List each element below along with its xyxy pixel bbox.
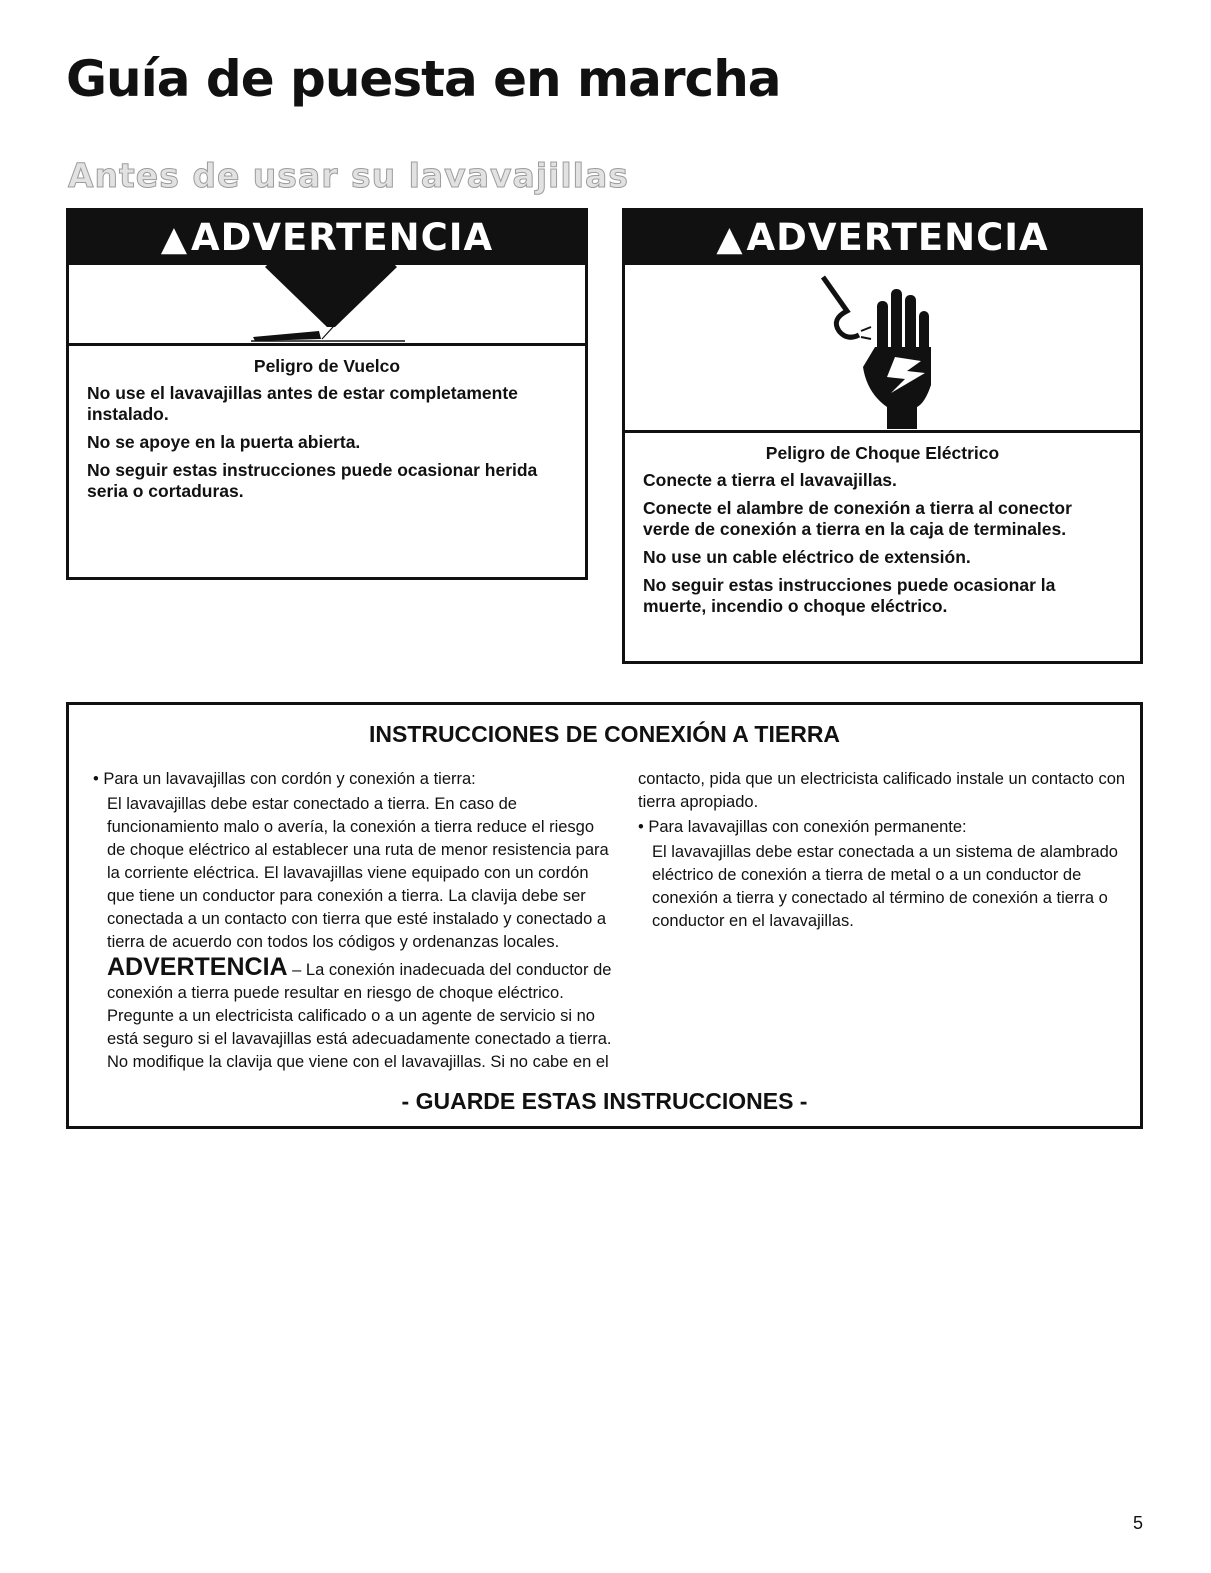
advertencia-label: ADVERTENCIA [107,953,288,981]
bullet-icon: • [638,818,649,836]
tip-over-warning-box [66,208,588,580]
advertencia-paragraph [93,953,613,1074]
warning-line: No seguir estas instrucciones puede ocasionar herida seria o cortaduras. [87,460,538,501]
advertencia-text: – La conexión inadecuada del conductor de conexión a tierra puede resultar en riesgo de choque eléctrico. Pregunte a un electricista calificado o a un agente de servicio si no está seguro si el lavavajillas está adecuadamente conectado a tierra. No modifique la clavija que viene con el lavavajillas. Si no cabe en el [107,961,612,1071]
electric-shock-warning-text [625,433,1140,634]
page-number: 5 [1133,1513,1144,1533]
advertencia-continuation: contacto, pida que un electricista calificado instale un contacto con tierra apropiado. [638,770,1126,811]
warning-line: No se apoye en la puerta abierta. [87,432,361,452]
grounding-column-left [93,768,613,1074]
warning-banner-label: ADVERTENCIA [191,216,494,259]
warning-line: Conecte a tierra el lavavajillas. [643,470,897,490]
bullet-body: El lavavajillas debe estar conectada a un sistema de alambrado eléctrico de conexión a tierra de metal o a un conductor de conexión a tierra y conectado al término de conexión a tierra o conductor en el lavavajillas. [652,843,1118,930]
page-title: Guía de puesta en marcha [66,50,781,108]
bullet-item [93,768,613,791]
tip-over-icon-area [69,265,585,346]
bullet-icon: • [93,770,104,788]
bullet-item [638,816,1128,839]
bullet-body: El lavavajillas debe estar conectado a tierra. En caso de funcionamiento malo o avería, la conexión a tierra reduce el riesgo de choque eléctrico al establecer una ruta de menor resistencia para la corriente eléctrica. El lavavajillas viene equipado con un cordón que tiene un conductor para conexión a tierra. La clavija debe ser conectada a un contacto con tierra que esté instalado y conectado a tierra de acuerdo con todos los códigos y ordenanzas locales. [107,795,609,951]
warning-banner [625,211,1140,265]
grounding-column-right [638,768,1128,933]
hazard-title: Peligro de Choque Eléctrico [765,443,1000,463]
warning-triangle-icon: ▲ [160,219,189,259]
warning-line: Conecte el alambre de conexión a tierra al conector verde de conexión a tierra en la caja de terminales. [643,498,1072,539]
warning-line: No seguir estas instrucciones puede ocasionar la muerte, incendio o choque eléctrico. [643,575,1056,616]
tip-over-icon [69,265,585,343]
section-heading: Antes de usar su lavavajillas [68,156,629,195]
hazard-title: Peligro de Vuelco [253,356,401,376]
bullet-heading: Para lavavajillas con conexión permanente: [648,818,967,836]
electric-shock-warning-box [622,208,1143,664]
grounding-title: INSTRUCCIONES DE CONEXIÓN A TIERRA [368,721,841,747]
grounding-instructions-box [66,702,1143,1129]
warning-banner [69,211,585,265]
warning-banner-label: ADVERTENCIA [746,216,1049,259]
electric-shock-hand-icon [625,265,1140,430]
grounding-footer: - GUARDE ESTAS INSTRUCCIONES - [401,1088,808,1114]
tip-over-warning-text [69,346,585,519]
warning-line: No use un cable eléctrico de extensión. [643,547,971,567]
warning-line: No use el lavavajillas antes de estar completamente instalado. [87,383,518,424]
warning-triangle-icon: ▲ [716,219,744,259]
electric-shock-icon-area [625,265,1140,433]
bullet-heading: Para un lavavajillas con cordón y conexión a tierra: [103,770,476,788]
